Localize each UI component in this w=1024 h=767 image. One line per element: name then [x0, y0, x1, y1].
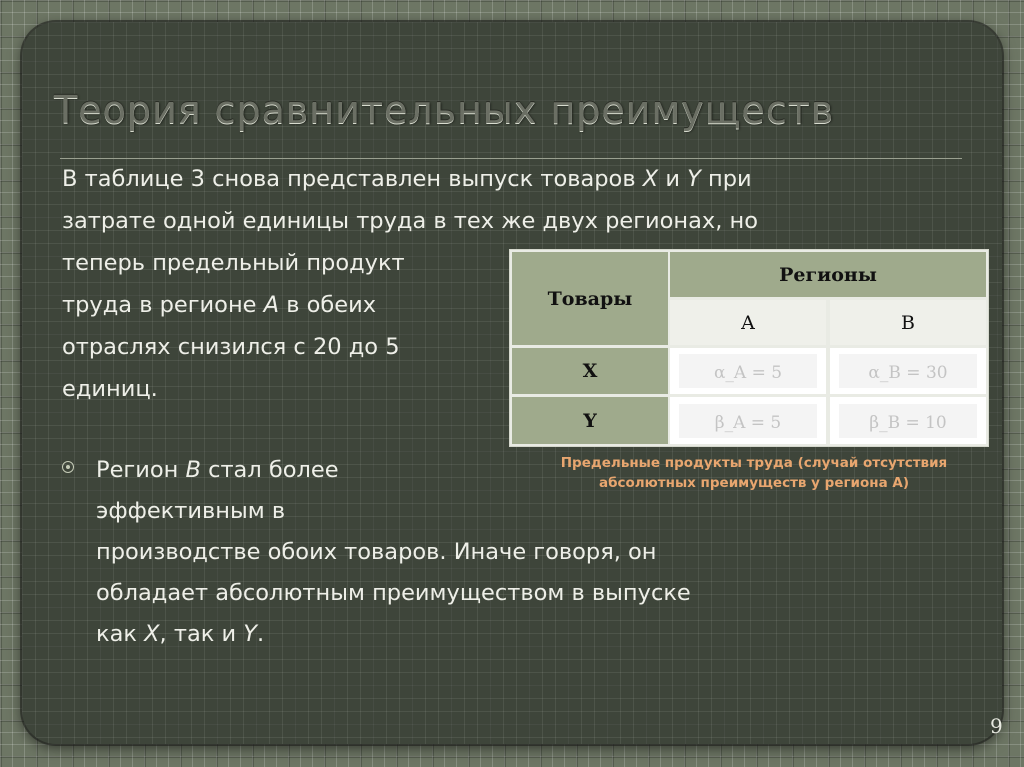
- paragraph-line: затрате одной единицы труда в тех же двух регионах, но: [62, 208, 759, 234]
- marginal-product-table: [510, 250, 988, 446]
- bullet-line: Регион B стал более: [96, 457, 339, 483]
- bullet-line: как X, так и Y.: [96, 621, 265, 647]
- caption-line: Предельные продукты труда (случай отсутствия: [560, 455, 948, 471]
- cell-y-region-a: [670, 397, 826, 444]
- cell-y-region-b: [830, 397, 986, 444]
- svg-text:β_B = 10: β_B = 10: [869, 412, 947, 433]
- formula-beta-b-image: [833, 401, 983, 441]
- bullet-line: производстве обоих товаров. Иначе говоря, он: [96, 539, 657, 565]
- paragraph-line: единиц.: [62, 376, 158, 402]
- bullet-line: обладает абсолютным преимуществом в выпуске: [96, 580, 691, 606]
- svg-text:α_B = 30: α_B = 30: [868, 363, 948, 383]
- formula-alpha-a-image: [673, 351, 823, 391]
- row-good-x: X: [512, 348, 668, 394]
- caption-line: абсолютных преимуществ у региона A): [598, 475, 910, 491]
- svg-text:β_A = 5: β_A = 5: [714, 412, 782, 433]
- region-b-header: B: [830, 300, 986, 345]
- bullet-line: эффективным в: [96, 498, 286, 524]
- bullet-circle-icon: [62, 461, 74, 473]
- formula-alpha-b-image: [833, 351, 983, 391]
- region-a-header: A: [670, 300, 826, 345]
- cell-x-region-b: [830, 348, 986, 394]
- cell-x-region-a: [670, 348, 826, 394]
- paragraph-line: теперь предельный продукт: [62, 250, 405, 276]
- row-good-y: Y: [512, 397, 668, 444]
- goods-header: Товары: [512, 252, 668, 345]
- svg-text:α_A = 5: α_A = 5: [713, 363, 783, 383]
- slide-title: Теория сравнительных преимуществ: [54, 88, 835, 132]
- table-caption: [515, 453, 993, 493]
- formula-beta-a-image: [673, 401, 823, 441]
- page-number: 9: [990, 714, 1003, 738]
- paragraph-line: отраслях снизился с 20 до 5: [62, 334, 400, 360]
- regions-header: Регионы: [670, 252, 986, 297]
- paragraph-line: труда в регионе A в обеих: [62, 292, 377, 318]
- paragraph-line: В таблице 3 снова представлен выпуск товаров X и Y при: [62, 166, 752, 192]
